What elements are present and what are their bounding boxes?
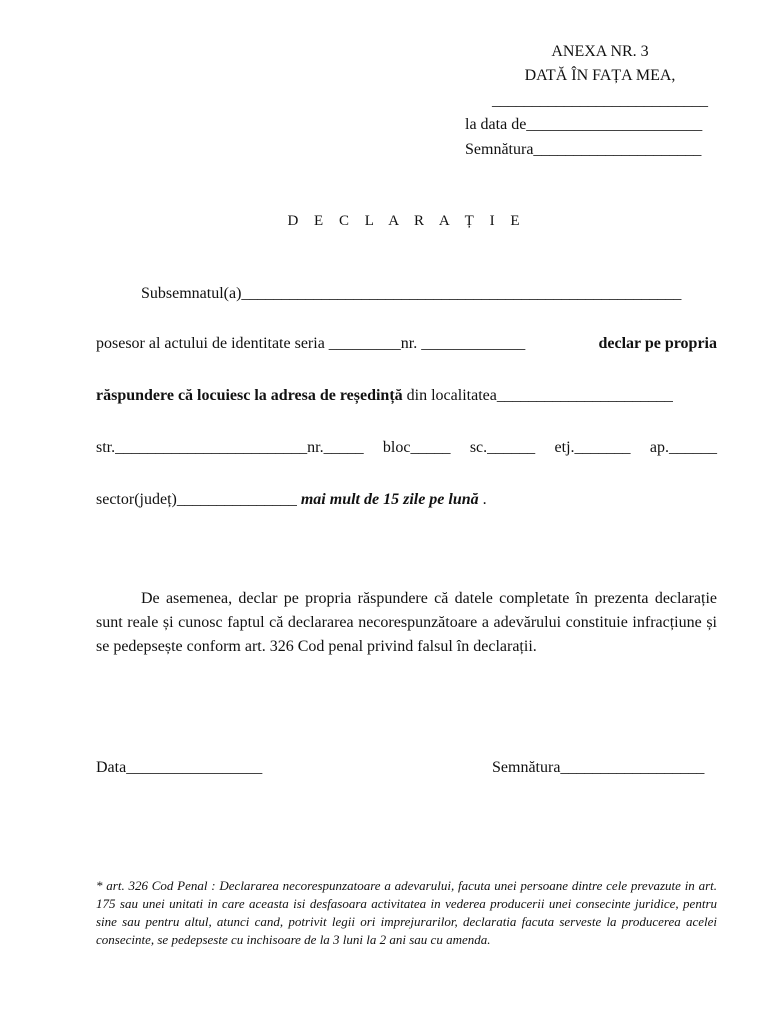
identity-line	[96, 334, 717, 354]
header-date-line: la data de______________________	[465, 116, 703, 133]
identity-series-text: posesor al actului de identitate seria _________nr. _____________	[96, 335, 526, 352]
residence-bold-text: răspundere că locuiesc la adresa de reședință	[96, 387, 403, 404]
given-before-heading: DATĂ ÎN FAȚA MEA,	[524, 67, 676, 84]
sector-field: sector(județ)_______________	[96, 491, 301, 508]
notary-blank-line: ___________________________	[492, 92, 708, 109]
footer-signature-field: Semnătura__________________	[492, 759, 705, 776]
declare-text: declar pe propria	[598, 335, 717, 352]
sector-line-end: .	[478, 491, 487, 508]
duration-text: mai mult de 15 zile pe lună	[300, 491, 479, 508]
apartment-field: ap.______	[649, 439, 717, 456]
legal-footnote: * art. 326 Cod Penal : Declararea necorespunzatoare a adevarului, facuta unei persoane dintre cele prevazute in art. 175 sau unei unitati in care aceasta isi desfasoara activitatea in vederea producerii unei consecinte juridice, pentru sine sau pentru altul, atunci cand, potrivit legii ori imprejurarilor, declaratia facuta serveste la producerea acelei consecinte, se pedepseste cu inchisoare de la 3 luni la 2 ani sau cu amenda.	[96, 878, 717, 947]
locality-text: din localitatea______________________	[402, 387, 673, 404]
address-line	[96, 438, 717, 458]
footer-date-field: Data_________________	[96, 759, 263, 776]
floor-field: etj._______	[554, 439, 631, 456]
header-signature-line: Semnătura_____________________	[465, 141, 702, 158]
block-field: bloc_____	[382, 439, 451, 456]
annex-number: ANEXA NR. 3	[551, 43, 649, 60]
sector-line	[96, 490, 487, 510]
staircase-field: sc.______	[469, 439, 536, 456]
residence-line	[96, 386, 673, 406]
street-number-field: str.________________________nr._____	[96, 439, 364, 456]
declaration-paragraph: De asemenea, declar pe propria răspundere că datele completate în prezenta declarație sunt reale și cunosc faptul că declararea necorespunzătoare a adevărului constituie infracțiune și se pedepsește conform art. 326 Cod penal privind falsul în declarații.	[96, 590, 717, 655]
undersigned-line: Subsemnatul(a)_______________________________________________________	[141, 285, 682, 302]
document-title: D E C L A R A Ț I E	[287, 213, 526, 229]
